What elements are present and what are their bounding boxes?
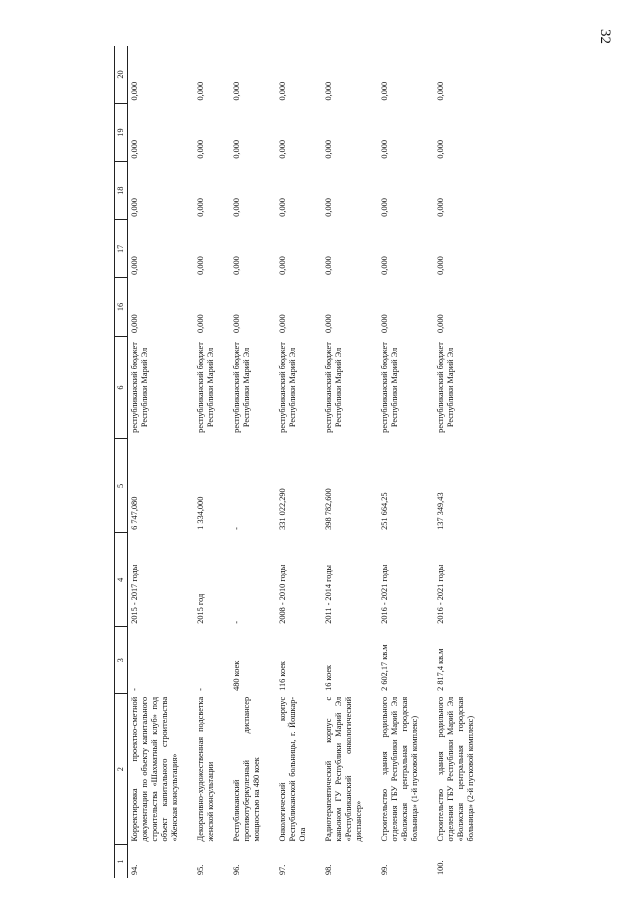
page-number: 32 [597,29,613,44]
value-20: 0,000 [196,81,205,101]
table-row [128,46,189,878]
col-header-18: 18 [115,162,128,220]
object-years: 2008 - 2010 годы [278,564,287,624]
value-20: 0,000 [232,81,241,101]
value-19: 0,000 [324,139,333,159]
object-cost: 251 664,25 [380,492,389,530]
col-header-1: 1 [115,844,128,878]
value-16: 0,000 [436,314,445,334]
object-capacity: 480 коек [232,660,241,691]
object-cost: 331 022,290 [278,488,287,530]
object-years: 2016 - 2021 годы [380,564,389,624]
value-17: 0,000 [278,256,287,275]
row-number: 94. [130,864,139,875]
value-19: 0,000 [196,139,205,159]
object-name: Декоративно-художественная подсветка женской консультации [196,696,215,842]
table-row [188,46,224,878]
object-years: 2011 - 2014 годы [324,564,333,624]
object-capacity: 2 602,17 кв.м [380,644,389,691]
value-20: 0,000 [436,81,445,101]
object-capacity: 2 817,4 кв.м [436,648,445,691]
funding-source: республиканский бюджет Республики Марий Эл [380,342,399,433]
value-18: 0,000 [436,198,445,217]
value-20: 0,000 [130,81,139,101]
value-19: 0,000 [130,139,139,159]
value-20: 0,000 [380,81,389,101]
object-capacity: 116 коек [278,661,287,691]
object-years: 2016 - 2021 годы [436,564,445,624]
table-row [224,46,270,878]
objects-table [114,46,484,878]
table-row [428,46,484,878]
object-capacity: - [196,688,205,691]
value-18: 0,000 [196,198,205,217]
object-cost: 1 334,000 [196,496,205,530]
object-cost: 6 747,080 [130,496,139,530]
row-number: 100. [436,860,445,875]
value-18: 0,000 [232,198,241,217]
value-17: 0,000 [380,256,389,275]
value-16: 0,000 [380,314,389,334]
funding-source: республиканский бюджет Республики Марий Эл [436,342,455,433]
col-header-16: 16 [115,278,128,336]
row-number: 97. [278,864,287,875]
value-19: 0,000 [436,139,445,159]
funding-source: республиканский бюджет Республики Марий Эл [324,342,343,433]
object-name: Строительство здания родильного отделения ГБУ Республики Марий Эл «Волжская центральная городская больница» (2-й пусковой комплекс) [436,696,475,842]
funding-source: республиканский бюджет Республики Марий Эл [232,342,251,433]
object-years: 2015 год [196,593,205,624]
row-number: 96. [232,864,241,875]
value-18: 0,000 [324,198,333,217]
col-header-4: 4 [115,533,128,627]
object-years: 2015 - 2017 годы [130,564,139,624]
rotated-table-wrapper [114,46,524,878]
object-name: Радиотерапевтический корпус с каньоном ГУ Республики Марий Эл «Республиканский онкологический диспансер» [324,696,363,842]
object-capacity: - [130,688,139,691]
value-18: 0,000 [278,198,287,217]
object-cost: 137 349,43 [436,492,445,530]
value-16: 0,000 [324,314,333,334]
value-16: 0,000 [130,314,139,334]
value-18: 0,000 [130,198,139,217]
col-header-20: 20 [115,46,128,103]
object-name: Республиканский противотуберкулезный диспансер мощностью на 480 коек [232,696,261,842]
funding-source: республиканский бюджет Республики Марий Эл [278,342,297,433]
value-17: 0,000 [436,256,445,275]
col-header-2: 2 [115,694,128,845]
funding-source: республиканский бюджет Республики Марий Эл [130,342,149,433]
row-number: 98. [324,864,333,875]
col-header-5: 5 [115,439,128,533]
value-19: 0,000 [380,139,389,159]
object-cost: - [232,527,241,530]
value-18: 0,000 [380,198,389,217]
value-16: 0,000 [278,314,287,334]
value-17: 0,000 [324,256,333,275]
object-capacity: 16 коек [324,664,333,691]
column-number-row [115,46,128,878]
value-16: 0,000 [196,314,205,334]
value-17: 0,000 [130,256,139,275]
table-row [316,46,372,878]
col-header-3: 3 [115,627,128,694]
value-16: 0,000 [232,314,241,334]
col-header-19: 19 [115,103,128,161]
value-17: 0,000 [196,256,205,275]
row-number: 95. [196,864,205,875]
table-row [270,46,316,878]
value-20: 0,000 [278,81,287,101]
value-19: 0,000 [278,139,287,159]
funding-source: республиканский бюджет Республики Марий Эл [196,342,215,433]
value-20: 0,000 [324,81,333,101]
object-years: - [232,621,241,624]
object-name: Онкологический корпус Республиканской больницы, г. Йошкар-Ола [278,696,307,842]
table-row [372,46,428,878]
row-number: 99. [380,864,389,875]
value-17: 0,000 [232,256,241,275]
col-header-17: 17 [115,220,128,278]
object-name: Корректировка проектно-сметной документации по объекту капитального строительства «Шахматный клуб» под объект капитального строительства «Женская консультация» [130,696,179,842]
col-header-6: 6 [115,336,128,439]
value-19: 0,000 [232,139,241,159]
object-cost: 398 782,600 [324,488,333,530]
object-name: Строительство здания родильного отделения ГБУ Республики Марий Эл «Волжская центральная городская больница» (1-й пусковой комплекс) [380,696,419,842]
